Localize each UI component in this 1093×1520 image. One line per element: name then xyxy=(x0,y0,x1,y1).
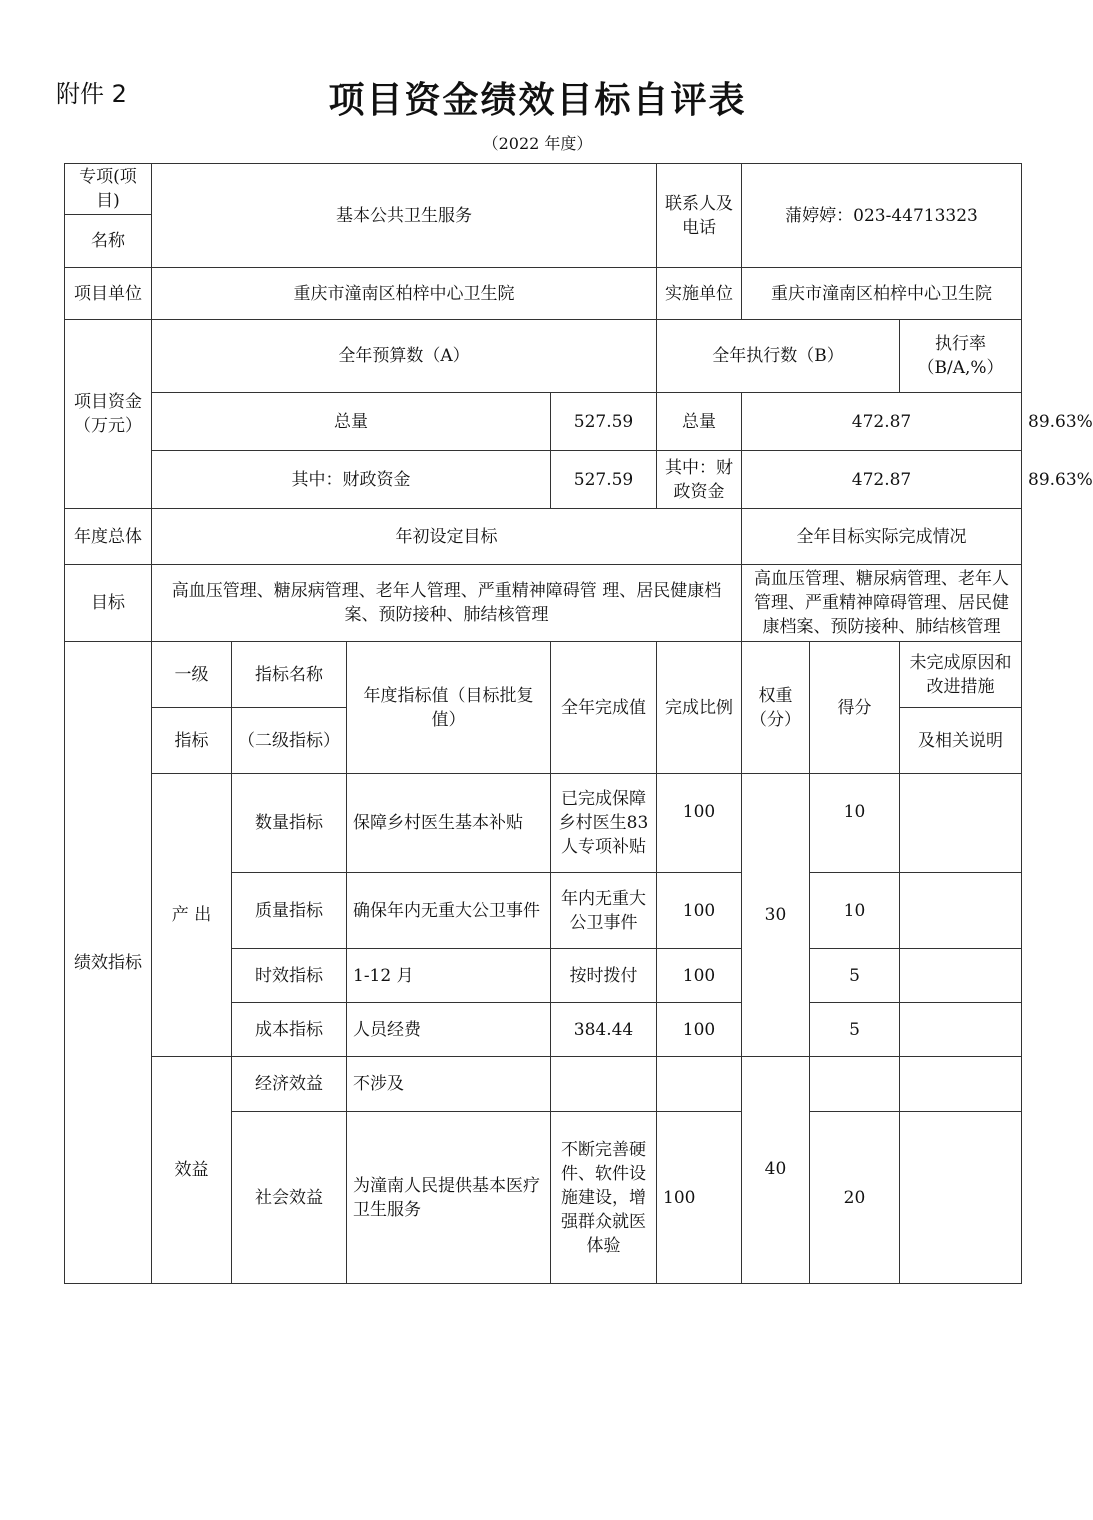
budget-header: 全年预算数（A） xyxy=(152,320,657,393)
project-name-label-bottom: 名称 xyxy=(65,215,152,268)
indicator-name: 经济效益 xyxy=(232,1057,347,1112)
indicator-reason xyxy=(900,873,1022,949)
initial-target-header: 年初设定目标 xyxy=(152,509,742,565)
actual-header: 全年目标实际完成情况 xyxy=(742,509,1022,565)
output-label: 产 出 xyxy=(152,774,232,1057)
indicator-ratio: 100 xyxy=(657,873,742,949)
contact-label: 联系人及电话 xyxy=(657,164,742,268)
indicator-target: 人员经费 xyxy=(347,1003,551,1057)
overall-label: 年度总体 xyxy=(65,509,152,565)
h-score: 得分 xyxy=(810,642,900,774)
evaluation-table: 专项(项目) 基本公共卫生服务 联系人及电话 蒲婷婷：023-44713323 名称 项目单位 重庆市潼南区柏梓中心卫生院 实施单位 重庆市潼南区柏梓中心卫生院 项目资金（万元） 全年预算数（A） 全年执行数（B） 执行率（B/A,%） 总量 527.59 总量 472.87 89.63% 其中：财政资金 527.59 其中：财政资金 472.87 89.63% 年度总体 年初设定目标 全年目标实际完成情况 目标 高血压管理、糖尿病管理、老年人管理、严重精神障碍管 理、居民健康档案、预防接种、肺结核管理 高血压管理、糖尿病管理、老年人管理、严重精神障碍管理、居民健康档案、预防接种、肺结核管理 绩效指标 一级 指标名称 年度指标值（目标批复值） 全年完成值 完成比例 权重（分） 得分 未完成原因和改进措施 指标 （二级指标） 及相关说明 产 出 数量指标 保障乡村医生基本补贴 已完成保障乡村医生83 人专项补贴 100 30 10 质量指标 确保年内无重大公卫事件 年内无重大公卫事件 100 10 时效指标 1-12 月 按时拨付 100 5 成本指标 人员经费 384.44 100 5 效益 经济效益 不涉及 40 社会效益 为潼南人民提供基本医疗卫生服务 不断完善硬件、软件设施建设，增强群众就医体验 100 20 xyxy=(64,163,1022,1284)
h-level1-top: 一级 xyxy=(152,642,232,708)
indicator-ratio: 100 xyxy=(657,1112,742,1284)
indicator-score: 5 xyxy=(810,1003,900,1057)
indicator-actual: 按时拨付 xyxy=(551,949,657,1003)
output-weight: 30 xyxy=(742,774,810,1057)
project-unit-label: 项目单位 xyxy=(65,268,152,320)
indicator-ratio: 100 xyxy=(657,774,742,873)
indicator-target: 确保年内无重大公卫事件 xyxy=(347,873,551,949)
indicator-reason xyxy=(900,1112,1022,1284)
h-name-top: 指标名称 xyxy=(232,642,347,708)
table-row xyxy=(65,1057,1022,1112)
total-budget: 527.59 xyxy=(551,393,657,451)
indicator-actual: 年内无重大公卫事件 xyxy=(551,873,657,949)
indicator-ratio xyxy=(657,1057,742,1112)
indicator-actual: 384.44 xyxy=(551,1003,657,1057)
h-name-bottom: （二级指标） xyxy=(232,708,347,774)
indicator-name: 质量指标 xyxy=(232,873,347,949)
project-unit: 重庆市潼南区柏梓中心卫生院 xyxy=(152,268,657,320)
indicator-reason xyxy=(900,1003,1022,1057)
impl-unit-label: 实施单位 xyxy=(657,268,742,320)
h-level1-bottom: 指标 xyxy=(152,708,232,774)
project-name-label-top: 专项(项目) xyxy=(65,164,152,215)
indicator-score: 20 xyxy=(810,1112,900,1284)
indicator-name: 成本指标 xyxy=(232,1003,347,1057)
benefit-label: 效益 xyxy=(152,1057,232,1284)
indicator-actual xyxy=(551,1057,657,1112)
indicator-target: 不涉及 xyxy=(347,1057,551,1112)
fiscal-label: 其中：财政资金 xyxy=(152,451,551,509)
perf-label: 绩效指标 xyxy=(65,642,152,1284)
total-exec: 472.87 xyxy=(742,393,1022,451)
indicator-name: 社会效益 xyxy=(232,1112,347,1284)
fiscal-label-b: 其中：财政资金 xyxy=(657,451,742,509)
year-label: （2022 年度） xyxy=(482,134,593,153)
actual-target: 高血压管理、糖尿病管理、老年人管理、严重精神障碍管理、居民健康档案、预防接种、肺结核管理 xyxy=(742,565,1022,642)
h-reason-top: 未完成原因和改进措施 xyxy=(900,642,1022,708)
indicator-actual: 已完成保障乡村医生83 人专项补贴 xyxy=(551,774,657,873)
indicator-reason xyxy=(900,774,1022,873)
indicator-ratio: 100 xyxy=(657,1003,742,1057)
initial-target: 高血压管理、糖尿病管理、老年人管理、严重精神障碍管 理、居民健康档案、预防接种、肺结核管理 xyxy=(152,565,742,642)
h-reason-bottom: 及相关说明 xyxy=(900,708,1022,774)
indicator-target: 为潼南人民提供基本医疗卫生服务 xyxy=(347,1112,551,1284)
contact: 蒲婷婷：023-44713323 xyxy=(742,164,1022,268)
h-weight: 权重（分） xyxy=(742,642,810,774)
funds-label: 项目资金（万元） xyxy=(65,320,152,509)
indicator-reason xyxy=(900,1057,1022,1112)
indicator-actual: 不断完善硬件、软件设施建设，增强群众就医体验 xyxy=(551,1112,657,1284)
page-title: 项目资金绩效目标自评表 xyxy=(328,79,747,121)
indicator-name: 时效指标 xyxy=(232,949,347,1003)
rate-header: 执行率（B/A,%） xyxy=(900,320,1022,393)
project-name: 基本公共卫生服务 xyxy=(152,164,657,268)
fiscal-exec: 472.87 xyxy=(742,451,1022,509)
h-target-value: 年度指标值（目标批复值） xyxy=(347,642,551,774)
indicator-ratio: 100 xyxy=(657,949,742,1003)
indicator-reason xyxy=(900,949,1022,1003)
exec-header: 全年执行数（B） xyxy=(657,320,900,393)
indicator-score: 10 xyxy=(810,774,900,873)
indicator-target: 保障乡村医生基本补贴 xyxy=(347,774,551,873)
impl-unit: 重庆市潼南区柏梓中心卫生院 xyxy=(742,268,1022,320)
indicator-target: 1-12 月 xyxy=(347,949,551,1003)
total-label: 总量 xyxy=(152,393,551,451)
h-actual-value: 全年完成值 xyxy=(551,642,657,774)
table-row xyxy=(65,774,1022,873)
h-ratio: 完成比例 xyxy=(657,642,742,774)
benefit-weight: 40 xyxy=(742,1057,810,1284)
indicator-name: 数量指标 xyxy=(232,774,347,873)
attachment-label: 附件 2 xyxy=(56,80,127,108)
indicator-score: 5 xyxy=(810,949,900,1003)
target-label: 目标 xyxy=(65,565,152,642)
indicator-score: 10 xyxy=(810,873,900,949)
total-label-b: 总量 xyxy=(657,393,742,451)
indicator-score xyxy=(810,1057,900,1112)
fiscal-budget: 527.59 xyxy=(551,451,657,509)
